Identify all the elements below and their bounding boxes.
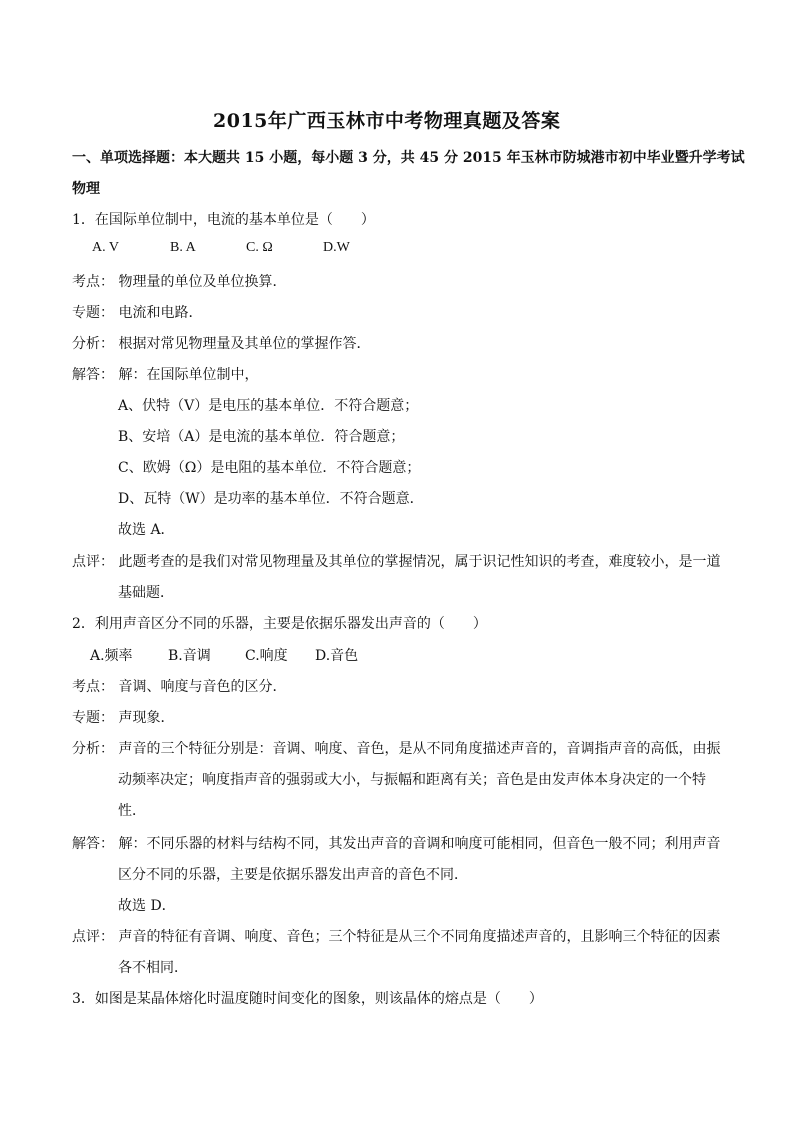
q1-item-d: D、瓦特（W）是功率的基本单位．不符合题意． bbox=[118, 491, 424, 507]
q1-option-c: C. Ω bbox=[246, 240, 273, 255]
section-subheading: 物理 bbox=[72, 181, 100, 197]
q1-item-a: A、伏特（V）是电压的基本单位．不符合题意； bbox=[118, 398, 419, 414]
section-heading: 一、单项选择题：本大题共 15 小题，每小题 3 分，共 45 分 2015 年玉林市防城港市初中毕业暨升学考试 bbox=[72, 150, 745, 166]
q1-option-a: A. V bbox=[92, 240, 119, 255]
q2-stem: 2．利用声音区分不同的乐器，主要是依据乐器发出声音的（ ） bbox=[72, 616, 487, 632]
q2-kaodian: 考点： 音调、响度与音色的区分． bbox=[72, 679, 287, 695]
q1-item-c: C、欧姆（Ω）是电阻的基本单位．不符合题意； bbox=[118, 460, 421, 476]
q1-dianping: 点评： 此题考查的是我们对常见物理量及其单位的掌握情况，属于识记性知识的考查，难度较小，是一道 bbox=[72, 554, 721, 570]
q2-fenxi: 分析： 声音的三个特征分别是：音调、响度、音色，是从不同角度描述声音的，音调指声音的高低，由振 bbox=[72, 741, 721, 757]
q1-option-d: D.W bbox=[323, 240, 350, 255]
q1-item-b: B、安培（A）是电流的基本单位．符合题意； bbox=[118, 429, 405, 445]
q1-zhuanti: 专题： 电流和电路． bbox=[72, 305, 203, 321]
q2-option-c: C.响度 bbox=[245, 648, 288, 664]
q3-stem: 3．如图是某晶体熔化时温度随时间变化的图象，则该晶体的熔点是（ ） bbox=[72, 991, 543, 1007]
q2-answer: 故选 D． bbox=[118, 898, 176, 914]
q2-option-d: D.音色 bbox=[315, 648, 359, 664]
q2-dianping-cont: 各不相同． bbox=[118, 960, 188, 976]
page-title: 2015年广西玉林市中考物理真题及答案 bbox=[213, 110, 561, 132]
q2-zhuanti: 专题： 声现象． bbox=[72, 710, 175, 726]
q1-kaodian: 考点： 物理量的单位及单位换算． bbox=[72, 274, 287, 290]
q1-fenxi: 分析： 根据对常见物理量及其单位的掌握作答． bbox=[72, 336, 371, 352]
q2-dianping: 点评： 声音的特征有音调、响度、音色；三个特征是从三个不同角度描述声音的，且影响三个特征的因素 bbox=[72, 929, 721, 945]
q1-stem: 1．在国际单位制中，电流的基本单位是（ ） bbox=[72, 212, 375, 228]
q1-answer: 故选 A． bbox=[118, 522, 175, 538]
q1-option-b: B. A bbox=[170, 240, 196, 255]
q2-option-a: A.频率 bbox=[90, 648, 133, 664]
q2-option-b: B.音调 bbox=[168, 648, 211, 664]
q2-jieda-cont: 区分不同的乐器，主要是依据乐器发出声音的音色不同． bbox=[118, 867, 468, 883]
q1-dianping-cont: 基础题． bbox=[118, 585, 174, 601]
q1-jieda: 解答： 解：在国际单位制中， bbox=[72, 367, 259, 383]
q2-fenxi-cont-1: 动频率决定；响度指声音的强弱或大小，与振幅和距离有关；音色是由发声体本身决定的一个特 bbox=[118, 772, 706, 788]
q2-fenxi-cont-2: 性． bbox=[118, 803, 146, 819]
q2-jieda: 解答： 解：不同乐器的材料与结构不同，其发出声音的音调和响度可能相同，但音色一般不同；利用声音 bbox=[72, 836, 721, 852]
